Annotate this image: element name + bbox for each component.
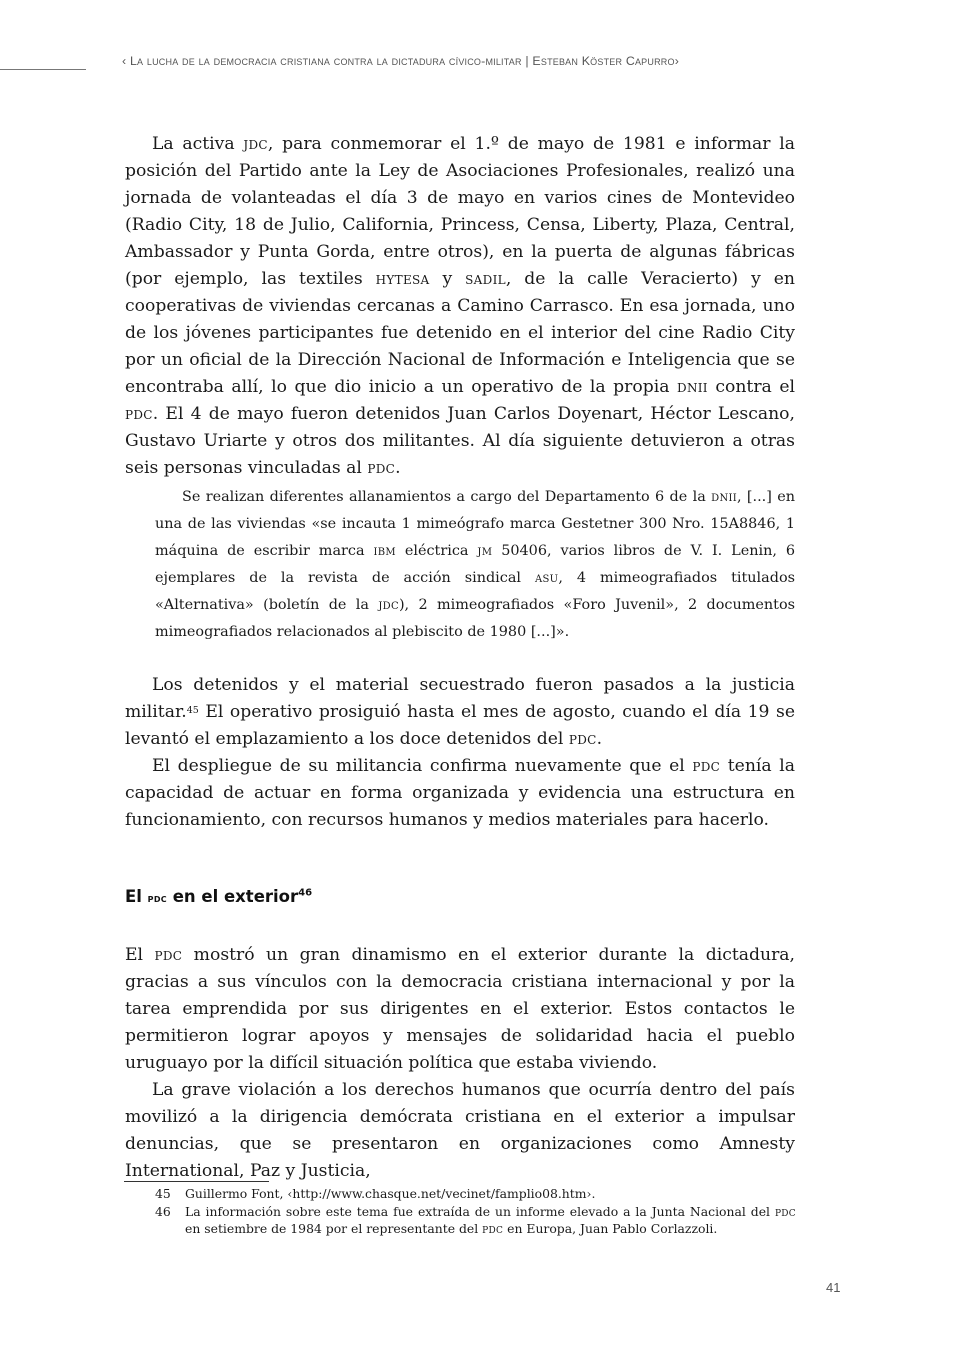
abbreviation: dnii	[711, 489, 737, 505]
text-run: El operativo prosiguió hasta el mes de agosto, cuando el día 19 se levantó el emplazamiento a los doce detenidos del	[125, 702, 795, 749]
body-text-bottom	[125, 942, 795, 1185]
abbreviation: pdc	[568, 729, 597, 749]
footnote-text: Guillermo Font, ‹http://www.chasque.net/vecinet/famplio08.htm›.	[185, 1186, 596, 1201]
text-run: tenía la capacidad de actuar en forma organizada y evidencia una estructura en funcionamiento, con recursos humanos y medios materiales para hacerlo.	[125, 756, 795, 830]
text-run: , [...] en una de las viviendas «se incauta 1 mimeógrafo marca Gestetner 300 Nro. 15A8846, 1 máquina de escribir marca	[155, 489, 795, 559]
text-run: El	[125, 945, 155, 965]
paragraph-5: La grave violación a los derechos humanos que ocurría dentro del país movilizó a la dirigencia demócrata cristiana en el exterior a impulsar denuncias, que se presentaron en organizaciones como Amnesty International, Paz y Justicia,	[125, 1080, 795, 1181]
header-bracket-open: ‹	[122, 54, 130, 68]
text-run: y	[429, 269, 466, 289]
body-text-top	[125, 131, 795, 482]
text-run: contra el	[707, 377, 795, 397]
footnote-ref-45[interactable]: 45	[186, 705, 199, 716]
body-text-middle	[125, 672, 795, 834]
paragraph-2	[125, 672, 795, 753]
abbreviation: pdc	[367, 458, 396, 478]
text-run: eléctrica	[395, 543, 478, 559]
footnotes	[124, 1185, 796, 1238]
paragraph-1	[125, 131, 795, 482]
footnote-rule	[124, 1181, 269, 1182]
footnote-number: 45	[155, 1186, 171, 1201]
abbreviation: asu	[534, 570, 559, 586]
abbreviation: jm	[477, 543, 493, 559]
header-book-title: La lucha de la democracia cristiana contra la dictadura cívico-militar	[129, 54, 522, 68]
paragraph-3	[125, 753, 795, 834]
header-separator: |	[521, 54, 533, 68]
text-run: , para conmemorar el 1.º de mayo de 1981 e informar la posición del Partido ante la Ley de Asociaciones Profesionales, realizó una jornada de volanteadas el día 3 de mayo en varios cines de Montevideo (Radio City, 18 de Julio, California, Princess, Censa, Liberty, Plaza, Central, Ambassador y Punta Gorda, entre otros), en la puerta de algunas fábricas (por ejemplo, las textiles	[125, 134, 795, 289]
abbreviation: ibm	[373, 543, 396, 559]
text-run: Los detenidos y el material secuestrado fueron pasados a la justicia militar.	[125, 675, 795, 722]
abbreviation: hytesa	[375, 269, 430, 289]
quote-paragraph	[155, 484, 795, 646]
text-run: 50406, varios libros de V. I. Lenin, 6 ejemplares de la revista de acción sindical	[155, 543, 796, 586]
section-heading	[125, 887, 312, 906]
text-run: Se realizan diferentes allanamientos a cargo del Departamento 6 de la	[182, 489, 712, 505]
text-run: , de la calle Veracierto) y en cooperativas de viviendas cercanas a Camino Carrasco. En esa jornada, uno de los jóvenes participantes fue detenido en el interior del cine Radio City por un oficial de la Dirección Nacional de Información e Inteligencia que se encontraba allí, lo que dio inicio a un operativo de la propia	[125, 269, 795, 397]
page-number: 41	[826, 1280, 841, 1295]
text-run: La activa	[152, 134, 244, 154]
heading-text: en el exterior	[166, 887, 299, 906]
heading-text: El	[125, 887, 148, 906]
text-run: mostró un gran dinamismo en el exterior durante la dictadura, gracias a sus vínculos con la democracia cristiana internacional y por la tarea emprendida por sus dirigentes en el exterior. Estos contactos le permitieron lograr apoyos y mensajes de solidaridad hacia el pueblo uruguayo por la difícil situación política que estaba viviendo.	[125, 945, 795, 1073]
text-run: ), 2 mimeografiados «Foro Juvenil», 2 documentos mimeografiados relacionados al plebiscito de 1980 [...]».	[155, 597, 796, 640]
abbreviation: sadil	[465, 269, 506, 289]
abbreviation: pdc	[774, 1203, 796, 1219]
text-run: .	[395, 458, 401, 478]
paragraph-4	[125, 942, 795, 1077]
abbreviation: pdc	[154, 945, 183, 965]
abbreviation: dnii	[677, 377, 708, 397]
footnote-number: 46	[155, 1203, 171, 1219]
abbreviation: pdc	[125, 404, 153, 424]
abbreviation: pdc	[692, 756, 721, 776]
abbreviation: jdc	[243, 134, 268, 154]
header-author: Esteban Köster Capurro	[532, 54, 675, 68]
footnote-45	[124, 1185, 796, 1203]
text-run: . El 4 de mayo fueron detenidos Juan Carlos Doyenart, Héctor Lescano, Gustavo Uriarte y otros dos militantes. Al día siguiente detuvieron a otras seis personas vinculadas al	[125, 404, 795, 478]
block-quote	[155, 484, 795, 646]
running-header	[122, 54, 822, 68]
text-run: en Europa, Juan Pablo Corlazzoli.	[503, 1221, 718, 1236]
text-run: en setiembre de 1984 por el representante del	[185, 1221, 483, 1236]
text-run: La información sobre este tema fue extraída de un informe elevado a la Junta Nacional del	[185, 1203, 775, 1219]
abbreviation: pdc	[482, 1221, 504, 1236]
text-run: .	[596, 729, 603, 749]
abbreviation: pdc	[147, 891, 167, 905]
footnote-text	[185, 1203, 796, 1238]
text-run: El despliegue de su militancia confirma nuevamente que el	[152, 756, 693, 776]
text-run: , 4 mimeografiados titulados «Alternativa» (boletín de la	[155, 570, 795, 613]
footnote-ref-46[interactable]: 46	[298, 887, 313, 899]
abbreviation: jdc	[378, 597, 399, 613]
footnote-46	[124, 1203, 796, 1238]
header-rule	[0, 69, 86, 70]
header-bracket-close: ›	[674, 54, 680, 68]
